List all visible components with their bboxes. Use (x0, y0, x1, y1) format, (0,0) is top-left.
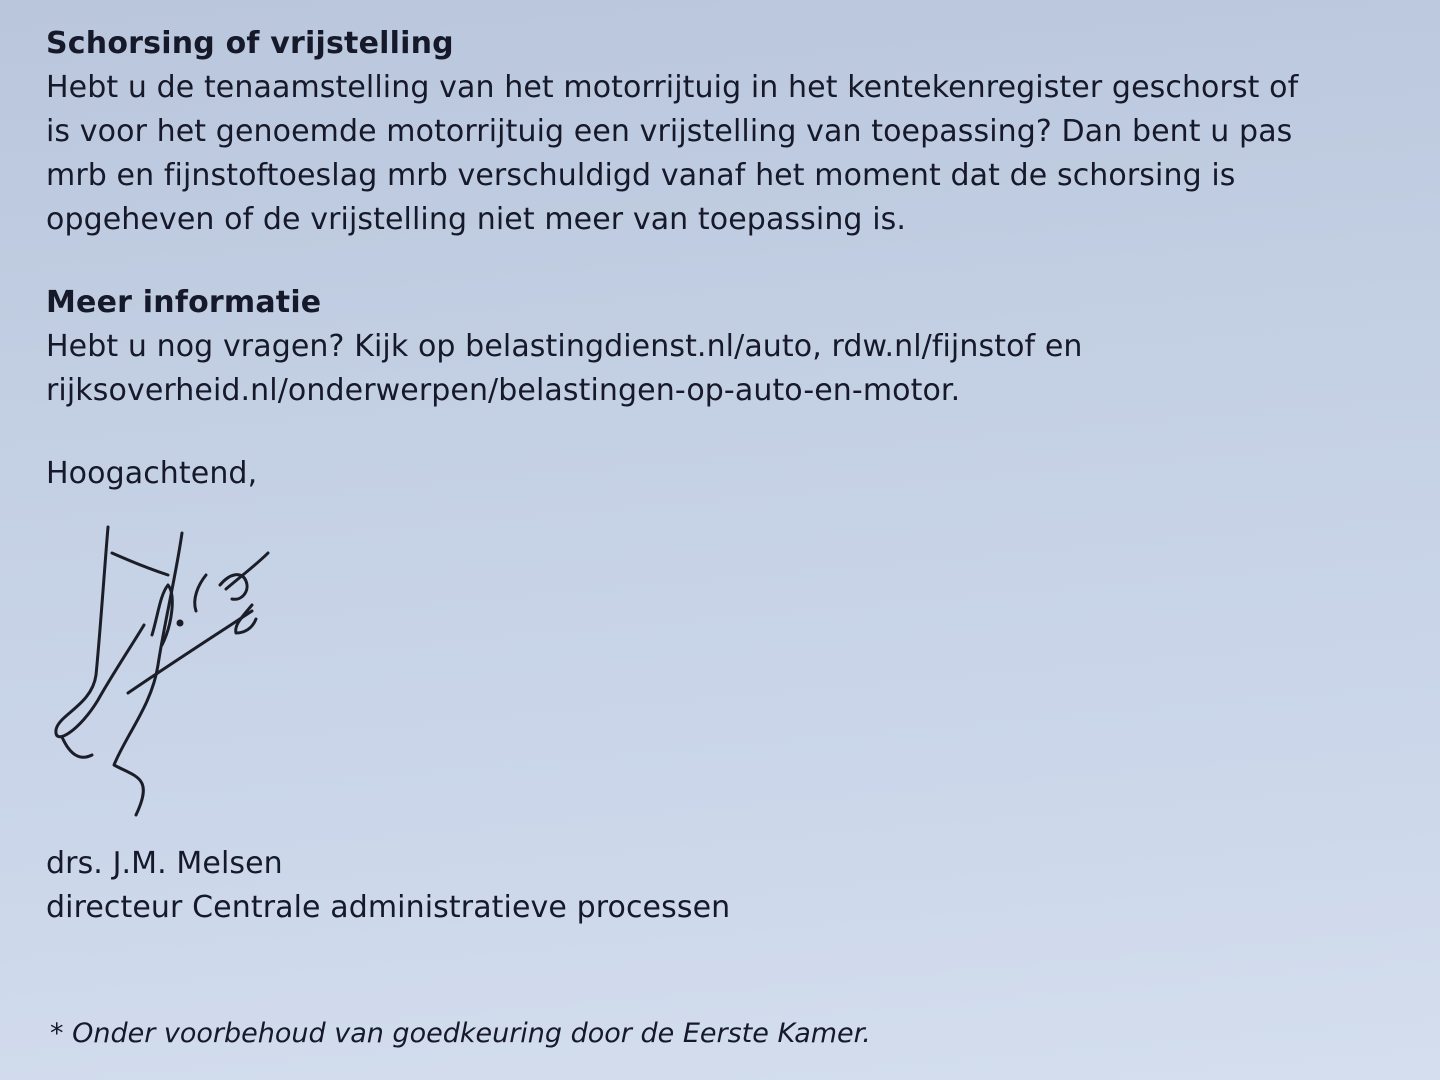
paragraph-line: Hebt u nog vragen? Kijk op belastingdienst.nl/auto, rdw.nl/fijnstof en (46, 329, 1083, 364)
paragraph-line: Hebt u de tenaamstelling van het motorrijtuig in het kentekenregister geschorst of (46, 70, 1299, 105)
paragraph-line: is voor het genoemde motorrijtuig een vrijstelling van toepassing? Dan bent u pas (46, 114, 1293, 149)
section-heading: Schorsing of vrijstelling (46, 26, 454, 61)
section-meer-informatie (46, 281, 1416, 413)
footnote: * Onder voorbehoud van goedkeuring door de Eerste Kamer. (50, 1018, 871, 1049)
salutation-text: Hoogachtend, (46, 456, 258, 491)
signatory-title: directeur Centrale administratieve processen (46, 890, 731, 925)
signatory-block (46, 842, 1416, 930)
closing-salutation (46, 452, 1416, 496)
section-schorsing-of-vrijstelling (46, 22, 1416, 242)
signatory-name: drs. J.M. Melsen (46, 846, 283, 881)
paragraph-line: opgeheven of de vrijstelling niet meer van toepassing is. (46, 202, 907, 237)
signature-icon (40, 515, 300, 835)
section-heading: Meer informatie (46, 285, 322, 320)
paragraph-line: mrb en fijnstoftoeslag mrb verschuldigd vanaf het moment dat de schorsing is (46, 158, 1236, 193)
paragraph-line: rijksoverheid.nl/onderwerpen/belastingen-op-auto-en-motor. (46, 373, 961, 408)
